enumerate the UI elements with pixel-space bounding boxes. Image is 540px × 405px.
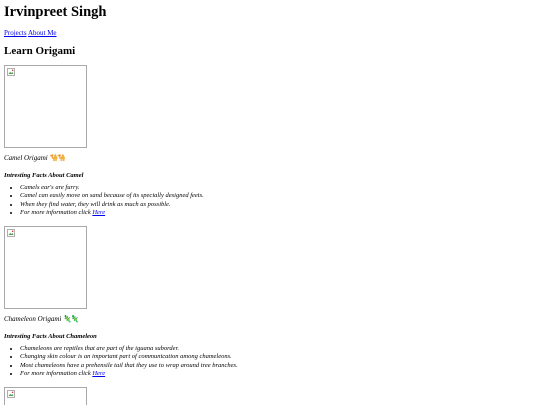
site-title: Irvinpreet Singh (4, 4, 107, 20)
camel-caption (4, 153, 536, 163)
chameleon-facts-list (4, 345, 536, 378)
list-item: • Camels ear's are furry. (20, 184, 536, 192)
broken-image-icon (7, 68, 15, 76)
chameleon-facts-title: Intresting Facts About Chameleon (4, 333, 97, 341)
origami-item-chameleon (4, 226, 536, 378)
chameleon-origami-image (4, 226, 87, 309)
nav-link-projects[interactable]: Projects (4, 29, 27, 37)
chameleon-icon: 🦎🦎 (63, 315, 79, 324)
list-item: • Most chameleons have a prehensile tail that they use to wrap around tree branches. (20, 362, 536, 370)
caption-text: Chameleon Origami (4, 315, 62, 324)
broken-image-icon (7, 390, 15, 398)
page (4, 0, 536, 405)
camel-facts-list (4, 184, 536, 217)
list-item: • When they find water, they will drink as much as possible. (20, 201, 536, 209)
list-item-more-info (20, 370, 536, 378)
list-item: • Chameleons are reptiles that are part of the iguana suborder. (20, 345, 536, 353)
origami-item-camel (4, 65, 536, 217)
camel-facts-title: Intresting Facts About Camel (4, 172, 84, 179)
caption-text: Camel Origami (4, 154, 48, 162)
list-item: • Changing skin colour is an important part of communication among chameleons. (20, 353, 536, 361)
list-item-more-info (20, 209, 536, 217)
more-info-text: For more information click (20, 208, 93, 216)
nav-bar (4, 28, 536, 38)
camel-icon: 🐪🐪 (49, 154, 65, 162)
camel-origami-image (4, 65, 87, 148)
origami-item-third (4, 387, 536, 405)
camel-more-info-link[interactable]: Here (92, 208, 106, 216)
section-title: Learn Origami (4, 45, 76, 57)
chameleon-more-info-link[interactable]: Here (92, 370, 106, 378)
third-origami-image (4, 387, 87, 405)
nav-link-about-me[interactable]: About Me (27, 29, 57, 37)
chameleon-caption (4, 314, 536, 324)
broken-image-icon (7, 229, 15, 237)
list-item: • Camel can easily move on sand because of its specially designed feets. (20, 192, 536, 200)
more-info-text: For more information click (20, 370, 93, 378)
